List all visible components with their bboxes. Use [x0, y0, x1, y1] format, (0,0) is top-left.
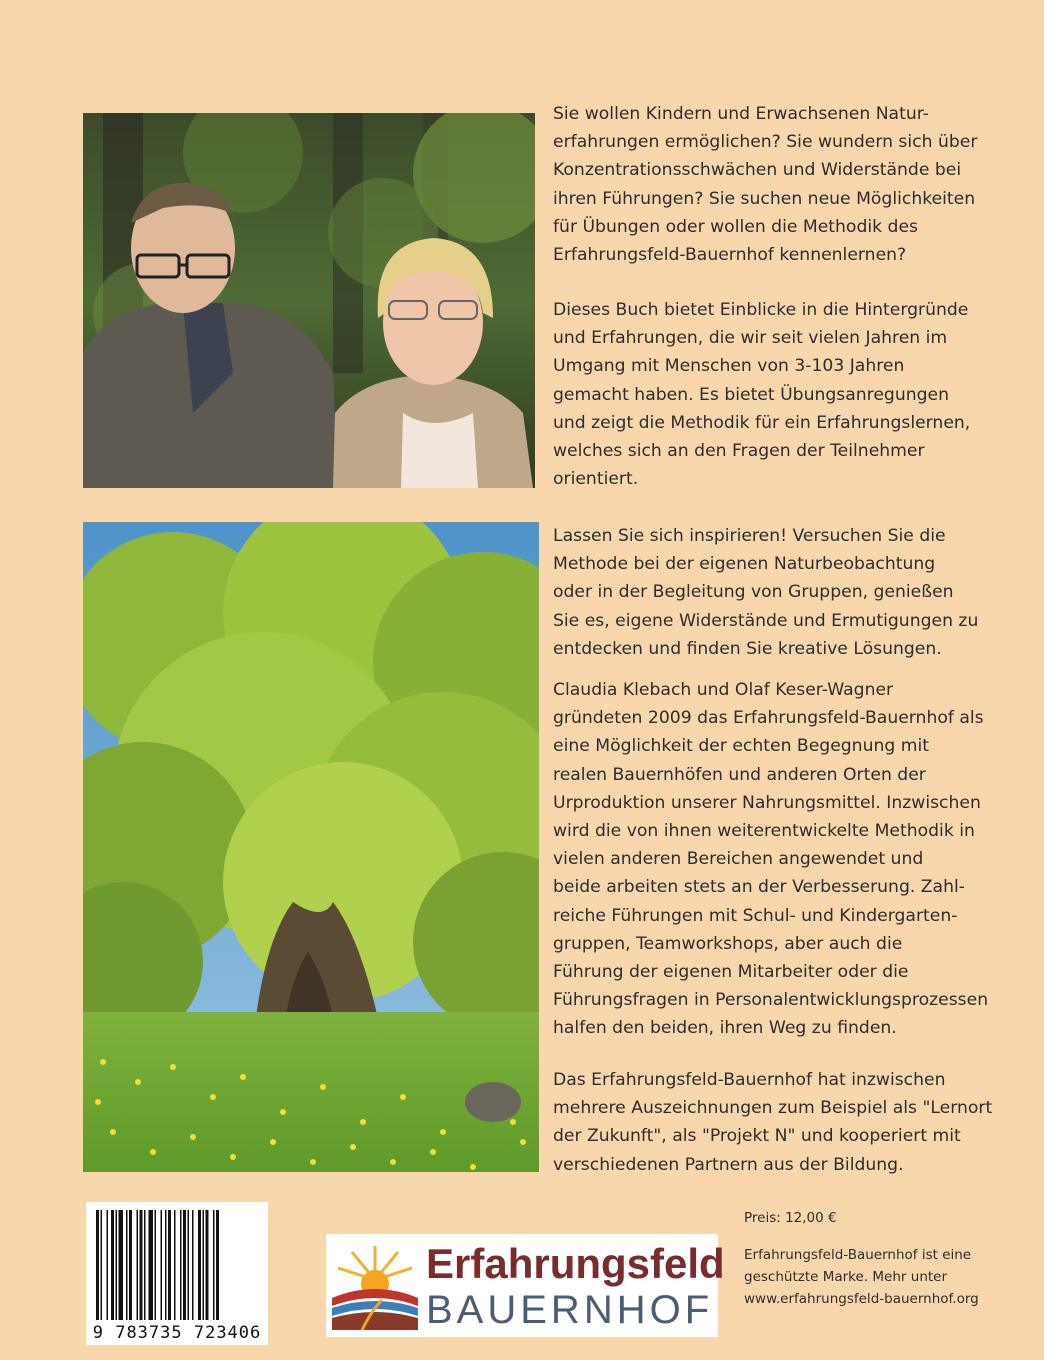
barcode-bar	[165, 1210, 167, 1320]
isbn-digits: 9 783735 723406	[92, 1323, 262, 1343]
barcode-bar	[192, 1210, 194, 1320]
authors-paragraph	[553, 676, 1023, 1043]
isbn-barcode	[86, 1202, 268, 1345]
trademark-notice: Erfahrungsfeld-Bauernhof ist eine geschützte Marke. Mehr unter www.erfahrungsfeld-bauernhof.org	[744, 1247, 979, 1307]
logo-wordmark-bottom: BAUERNHOF	[426, 1288, 714, 1332]
price-label: Preis: 12,00 €	[744, 1210, 837, 1226]
barcode-bar	[140, 1210, 143, 1320]
barcode-bar	[96, 1210, 99, 1320]
barcode-bar	[188, 1210, 190, 1320]
logo-sun-field-icon	[332, 1240, 418, 1330]
barcode-bar	[119, 1210, 124, 1320]
inspiration-paragraph	[553, 522, 1023, 663]
barcode-bar	[111, 1210, 114, 1320]
barcode-bar	[203, 1210, 205, 1320]
paragraph-text: Dieses Buch bietet Einblicke in die Hintergründe und Erfahrungen, die wir seit vielen Jahren im Umgang mit Menschen von 3-103 Jahren gemacht haben. Es bietet Übungsanregungen und zeigt die Methodik für ein Erfahrungslernen, welches sich an den Fragen der Teilnehmer orientiert.	[553, 300, 971, 490]
barcode-bar	[198, 1210, 201, 1320]
barcode-bar	[137, 1210, 139, 1320]
barcode-bars	[86, 1202, 268, 1322]
barcode-bar	[161, 1210, 163, 1320]
awards-paragraph	[553, 1066, 1023, 1179]
barcode-bar	[216, 1210, 219, 1320]
paragraph-text: Sie wollen Kindern und Erwachsenen Natur- erfahrungen ermöglichen? Sie wundern sich über Konzentrationsschwächen und Widerstände bei ihren Führungen? Sie suchen neue Möglichkeiten für Übungen oder wollen die Methodik des Erfahrungsfeld-Bauernhof kennenlernen?	[553, 104, 978, 266]
barcode-bar	[107, 1210, 109, 1320]
barcode-bar	[183, 1210, 186, 1320]
authors-photo	[83, 113, 535, 488]
barcode-bar	[206, 1210, 209, 1320]
logo-wordmark-top: Erfahrungsfeld	[426, 1240, 725, 1287]
book-description-paragraph	[553, 296, 1023, 493]
barcode-bar	[168, 1210, 171, 1320]
intro-paragraph	[553, 100, 1023, 269]
paragraph-text: Claudia Klebach und Olaf Keser-Wagner gründeten 2009 das Erfahrungsfeld-Bauernhof als eine Möglichkeit der echten Begegnung mit realen Bauernhöfen und anderen Orten der Urproduktion unserer Nahrungsmittel. Inzwischen wird die von ihnen weiterentwickelte Methodik in vielen anderen Bereichen angewendet und beide arbeiten stets an der Verbesserung. Zahl- reiche Führungen mit Schul- und Kindergarten- gruppen, Teamworkshops, aber auch die Führung der eigenen Mitarbeiter oder die Führungsfragen in Personalentwicklungsprozessen halfen den beiden, ihren Weg zu finden.	[553, 680, 989, 1039]
barcode-bar	[101, 1210, 103, 1320]
barcode-bar	[149, 1210, 154, 1320]
tree-meadow-photo	[83, 522, 539, 1172]
barcode-bar	[144, 1210, 146, 1320]
erfahrungsfeld-logo	[326, 1234, 725, 1337]
paragraph-text: Das Erfahrungsfeld-Bauernhof hat inzwischen mehrere Auszeichnungen zum Beispiel als "Lernort der Zukunft", als "Projekt N" und kooperiert mit verschiedenen Partnern aus der Bildung.	[553, 1070, 993, 1175]
barcode-bar	[155, 1210, 157, 1320]
barcode-bar	[126, 1210, 128, 1320]
barcode-bar	[174, 1210, 176, 1320]
barcode-bar	[213, 1210, 215, 1320]
paragraph-text: Lassen Sie sich inspirieren! Versuchen Sie die Methode bei der eigenen Naturbeobachtung oder in der Begleitung von Gruppen, genießen Sie es, eigene Widerstände und Ermutigungen zu entdecken und finden Sie kreative Lösungen.	[553, 526, 979, 659]
barcode-bar	[129, 1210, 132, 1320]
barcode-bar	[116, 1210, 118, 1320]
barcode-bar	[180, 1210, 182, 1320]
